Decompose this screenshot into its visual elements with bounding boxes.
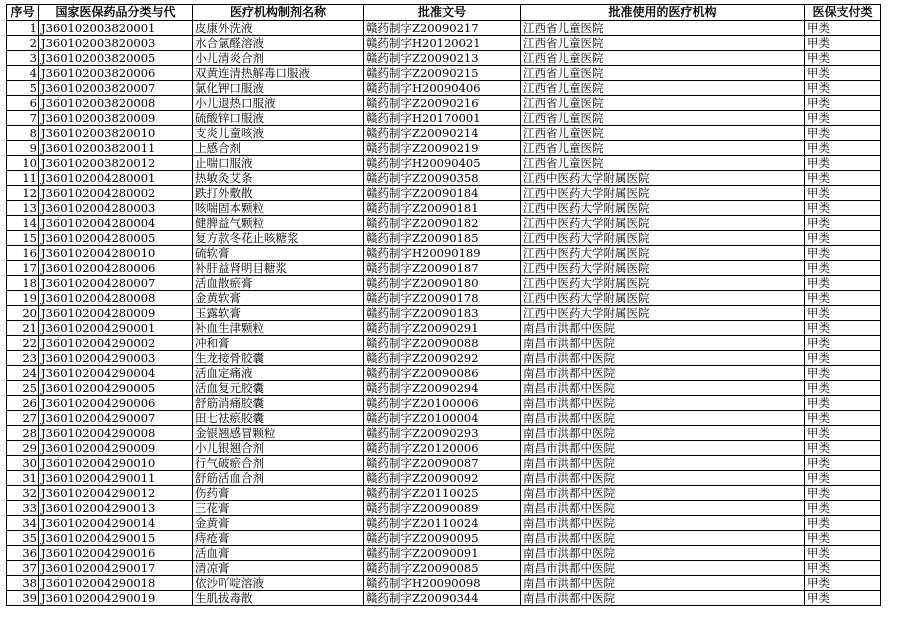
cell-serial-number: 29	[7, 441, 39, 456]
cell-payment-category: 甲类	[805, 156, 881, 171]
cell-preparation-name: 硫酸锌口服液	[193, 111, 364, 126]
cell-payment-category: 甲类	[805, 21, 881, 36]
table-row	[7, 516, 881, 531]
cell-classification-code: J360102004290002	[39, 336, 193, 351]
table-row	[7, 561, 881, 576]
table-row	[7, 441, 881, 456]
table-row	[7, 531, 881, 546]
cell-preparation-name: 止喘口服液	[193, 156, 364, 171]
cell-approved-institution: 江西中医药大学附属医院	[521, 246, 805, 261]
cell-serial-number: 18	[7, 276, 39, 291]
cell-serial-number: 33	[7, 501, 39, 516]
cell-classification-code: J360102004290014	[39, 516, 193, 531]
cell-approved-institution: 南昌市洪都中医院	[521, 516, 805, 531]
cell-serial-number: 14	[7, 216, 39, 231]
cell-serial-number: 11	[7, 171, 39, 186]
cell-serial-number: 36	[7, 546, 39, 561]
cell-preparation-name: 痔疮膏	[193, 531, 364, 546]
cell-classification-code: J360102003820005	[39, 51, 193, 66]
table-row	[7, 141, 881, 156]
cell-approval-number: 赣药制字Z20100004	[364, 411, 521, 426]
cell-payment-category: 甲类	[805, 366, 881, 381]
cell-approved-institution: 江西中医药大学附属医院	[521, 171, 805, 186]
cell-payment-category: 甲类	[805, 246, 881, 261]
cell-classification-code: J360102003820006	[39, 66, 193, 81]
cell-approval-number: 赣药制字Z20090182	[364, 216, 521, 231]
cell-classification-code: J360102004290015	[39, 531, 193, 546]
table-row	[7, 51, 881, 66]
cell-approval-number: 赣药制字Z20090219	[364, 141, 521, 156]
cell-payment-category: 甲类	[805, 81, 881, 96]
table-row	[7, 336, 881, 351]
cell-approval-number: 赣药制字Z20090293	[364, 426, 521, 441]
cell-payment-category: 甲类	[805, 261, 881, 276]
cell-approved-institution: 江西省儿童医院	[521, 96, 805, 111]
cell-payment-category: 甲类	[805, 216, 881, 231]
cell-approved-institution: 南昌市洪都中医院	[521, 501, 805, 516]
table-row	[7, 351, 881, 366]
cell-classification-code: J360102003820003	[39, 36, 193, 51]
cell-preparation-name: 补肝益肾明目糖浆	[193, 261, 364, 276]
table-row	[7, 276, 881, 291]
cell-payment-category: 甲类	[805, 276, 881, 291]
cell-approval-number: 赣药制字Z20090344	[364, 591, 521, 606]
cell-serial-number: 37	[7, 561, 39, 576]
cell-serial-number: 6	[7, 96, 39, 111]
table-row	[7, 501, 881, 516]
cell-classification-code: J360102004290004	[39, 366, 193, 381]
table-row	[7, 396, 881, 411]
cell-payment-category: 甲类	[805, 36, 881, 51]
cell-approved-institution: 江西中医药大学附属医院	[521, 291, 805, 306]
table-row	[7, 66, 881, 81]
cell-approval-number: 赣药制字Z20090092	[364, 471, 521, 486]
cell-payment-category: 甲类	[805, 351, 881, 366]
cell-preparation-name: 舒筋活血合剂	[193, 471, 364, 486]
cell-payment-category: 甲类	[805, 546, 881, 561]
header-preparation-name: 医疗机构制剂名称	[193, 5, 364, 21]
cell-approval-number: 赣药制字Z20090216	[364, 96, 521, 111]
cell-classification-code: J360102004290012	[39, 486, 193, 501]
table-row	[7, 546, 881, 561]
cell-serial-number: 26	[7, 396, 39, 411]
cell-approved-institution: 江西省儿童医院	[521, 51, 805, 66]
table-row	[7, 291, 881, 306]
cell-approval-number: 赣药制字Z20090185	[364, 231, 521, 246]
header-approval-number: 批准文号	[364, 5, 521, 21]
cell-approved-institution: 南昌市洪都中医院	[521, 576, 805, 591]
cell-approval-number: 赣药制字Z20090085	[364, 561, 521, 576]
cell-payment-category: 甲类	[805, 111, 881, 126]
cell-classification-code: J360102004290011	[39, 471, 193, 486]
cell-approval-number: 赣药制字Z20090291	[364, 321, 521, 336]
cell-preparation-name: 水合氯醛溶液	[193, 36, 364, 51]
cell-preparation-name: 小儿银翘合剂	[193, 441, 364, 456]
cell-payment-category: 甲类	[805, 516, 881, 531]
header-row	[7, 5, 881, 21]
cell-classification-code: J360102004280003	[39, 201, 193, 216]
table-row	[7, 111, 881, 126]
cell-preparation-name: 复方款冬花止咳糖浆	[193, 231, 364, 246]
cell-approval-number: 赣药制字Z20090091	[364, 546, 521, 561]
cell-approved-institution: 南昌市洪都中医院	[521, 471, 805, 486]
cell-payment-category: 甲类	[805, 411, 881, 426]
cell-approval-number: 赣药制字Z20090358	[364, 171, 521, 186]
table-row	[7, 81, 881, 96]
cell-serial-number: 16	[7, 246, 39, 261]
cell-preparation-name: 玉露软膏	[193, 306, 364, 321]
cell-approval-number: 赣药制字Z20090095	[364, 531, 521, 546]
cell-classification-code: J360102004290008	[39, 426, 193, 441]
cell-preparation-name: 热敏灸艾条	[193, 171, 364, 186]
table-row	[7, 126, 881, 141]
cell-approved-institution: 南昌市洪都中医院	[521, 411, 805, 426]
cell-preparation-name: 氯化钾口服液	[193, 81, 364, 96]
table-row	[7, 486, 881, 501]
cell-approved-institution: 江西省儿童医院	[521, 111, 805, 126]
cell-serial-number: 35	[7, 531, 39, 546]
table-row	[7, 36, 881, 51]
cell-classification-code: J360102004280008	[39, 291, 193, 306]
cell-payment-category: 甲类	[805, 336, 881, 351]
cell-payment-category: 甲类	[805, 126, 881, 141]
cell-preparation-name: 活血定痛液	[193, 366, 364, 381]
table-row	[7, 591, 881, 606]
cell-classification-code: J360102004290013	[39, 501, 193, 516]
cell-serial-number: 30	[7, 456, 39, 471]
cell-classification-code: J360102004290017	[39, 561, 193, 576]
cell-approved-institution: 南昌市洪都中医院	[521, 486, 805, 501]
cell-approved-institution: 南昌市洪都中医院	[521, 546, 805, 561]
cell-approved-institution: 江西中医药大学附属医院	[521, 276, 805, 291]
table-row	[7, 411, 881, 426]
cell-payment-category: 甲类	[805, 141, 881, 156]
cell-payment-category: 甲类	[805, 396, 881, 411]
table-row	[7, 246, 881, 261]
cell-classification-code: J360102003820008	[39, 96, 193, 111]
cell-preparation-name: 补血生津颗粒	[193, 321, 364, 336]
cell-approved-institution: 南昌市洪都中医院	[521, 396, 805, 411]
cell-serial-number: 27	[7, 411, 39, 426]
cell-classification-code: J360102004290018	[39, 576, 193, 591]
cell-approval-number: 赣药制字Z20090214	[364, 126, 521, 141]
cell-serial-number: 12	[7, 186, 39, 201]
cell-approved-institution: 江西中医药大学附属医院	[521, 306, 805, 321]
cell-preparation-name: 硫软膏	[193, 246, 364, 261]
cell-preparation-name: 皮康外洗液	[193, 21, 364, 36]
table-row	[7, 576, 881, 591]
cell-preparation-name: 生龙接骨胶囊	[193, 351, 364, 366]
cell-classification-code: J360102004280004	[39, 216, 193, 231]
cell-serial-number: 2	[7, 36, 39, 51]
cell-classification-code: J360102004290007	[39, 411, 193, 426]
cell-approved-institution: 江西中医药大学附属医院	[521, 231, 805, 246]
cell-approval-number: 赣药制字Z20090187	[364, 261, 521, 276]
table-row	[7, 96, 881, 111]
cell-preparation-name: 咳喘固本颗粒	[193, 201, 364, 216]
cell-approval-number: 赣药制字Z20090089	[364, 501, 521, 516]
cell-payment-category: 甲类	[805, 591, 881, 606]
table-row	[7, 366, 881, 381]
cell-payment-category: 甲类	[805, 321, 881, 336]
cell-serial-number: 8	[7, 126, 39, 141]
table-row	[7, 201, 881, 216]
cell-preparation-name: 支炎儿童咳液	[193, 126, 364, 141]
cell-preparation-name: 田七祛瘀胶囊	[193, 411, 364, 426]
cell-preparation-name: 活血散瘀膏	[193, 276, 364, 291]
cell-serial-number: 25	[7, 381, 39, 396]
cell-serial-number: 22	[7, 336, 39, 351]
cell-payment-category: 甲类	[805, 471, 881, 486]
cell-serial-number: 4	[7, 66, 39, 81]
cell-payment-category: 甲类	[805, 501, 881, 516]
cell-payment-category: 甲类	[805, 231, 881, 246]
cell-classification-code: J360102004280002	[39, 186, 193, 201]
cell-classification-code: J360102003820001	[39, 21, 193, 36]
cell-serial-number: 31	[7, 471, 39, 486]
cell-approved-institution: 江西省儿童医院	[521, 126, 805, 141]
cell-payment-category: 甲类	[805, 171, 881, 186]
cell-approval-number: 赣药制字Z20090178	[364, 291, 521, 306]
cell-payment-category: 甲类	[805, 441, 881, 456]
cell-approval-number: 赣药制字Z20090180	[364, 276, 521, 291]
cell-classification-code: J360102004290016	[39, 546, 193, 561]
cell-classification-code: J360102004290010	[39, 456, 193, 471]
cell-classification-code: J360102004290019	[39, 591, 193, 606]
cell-approval-number: 赣药制字Z20090213	[364, 51, 521, 66]
cell-serial-number: 39	[7, 591, 39, 606]
cell-approved-institution: 江西省儿童医院	[521, 156, 805, 171]
cell-approved-institution: 南昌市洪都中医院	[521, 591, 805, 606]
cell-serial-number: 15	[7, 231, 39, 246]
cell-payment-category: 甲类	[805, 486, 881, 501]
cell-approval-number: 赣药制字Z20090292	[364, 351, 521, 366]
cell-serial-number: 5	[7, 81, 39, 96]
cell-payment-category: 甲类	[805, 381, 881, 396]
cell-approved-institution: 南昌市洪都中医院	[521, 426, 805, 441]
cell-approval-number: 赣药制字Z20090183	[364, 306, 521, 321]
cell-approval-number: 赣药制字Z20110024	[364, 516, 521, 531]
cell-approved-institution: 江西省儿童医院	[521, 36, 805, 51]
header-classification-code: 国家医保药品分类与代	[39, 5, 193, 21]
cell-serial-number: 19	[7, 291, 39, 306]
table-row	[7, 171, 881, 186]
cell-payment-category: 甲类	[805, 291, 881, 306]
cell-preparation-name: 活血膏	[193, 546, 364, 561]
cell-classification-code: J360102004290005	[39, 381, 193, 396]
cell-payment-category: 甲类	[805, 531, 881, 546]
cell-approval-number: 赣药制字H20170001	[364, 111, 521, 126]
header-serial-number: 序号	[7, 5, 39, 21]
cell-preparation-name: 清凉膏	[193, 561, 364, 576]
cell-classification-code: J360102004280005	[39, 231, 193, 246]
table-row	[7, 426, 881, 441]
cell-classification-code: J360102003820012	[39, 156, 193, 171]
cell-classification-code: J360102004290003	[39, 351, 193, 366]
cell-serial-number: 21	[7, 321, 39, 336]
cell-approval-number: 赣药制字H20090405	[364, 156, 521, 171]
cell-serial-number: 10	[7, 156, 39, 171]
cell-preparation-name: 伤药膏	[193, 486, 364, 501]
cell-serial-number: 28	[7, 426, 39, 441]
cell-approval-number: 赣药制字Z20090294	[364, 381, 521, 396]
table-row	[7, 321, 881, 336]
cell-approval-number: 赣药制字H20090098	[364, 576, 521, 591]
cell-preparation-name: 生肌拔毒散	[193, 591, 364, 606]
cell-approval-number: 赣药制字H20090189	[364, 246, 521, 261]
cell-payment-category: 甲类	[805, 426, 881, 441]
cell-serial-number: 38	[7, 576, 39, 591]
cell-classification-code: J360102004280007	[39, 276, 193, 291]
cell-preparation-name: 金黄膏	[193, 516, 364, 531]
cell-approval-number: 赣药制字H20090406	[364, 81, 521, 96]
cell-preparation-name: 跌打外敷散	[193, 186, 364, 201]
cell-preparation-name: 小儿退热口服液	[193, 96, 364, 111]
cell-approved-institution: 江西中医药大学附属医院	[521, 201, 805, 216]
cell-classification-code: J360102004280006	[39, 261, 193, 276]
cell-payment-category: 甲类	[805, 576, 881, 591]
table-row	[7, 186, 881, 201]
cell-approval-number: 赣药制字Z20090217	[364, 21, 521, 36]
cell-preparation-name: 活血复元胶囊	[193, 381, 364, 396]
cell-approved-institution: 南昌市洪都中医院	[521, 531, 805, 546]
cell-classification-code: J360102004290001	[39, 321, 193, 336]
cell-classification-code: J360102004280010	[39, 246, 193, 261]
cell-serial-number: 13	[7, 201, 39, 216]
table-row	[7, 306, 881, 321]
cell-approval-number: 赣药制字Z20090087	[364, 456, 521, 471]
cell-preparation-name: 小儿清炎合剂	[193, 51, 364, 66]
cell-approved-institution: 南昌市洪都中医院	[521, 321, 805, 336]
table-row	[7, 156, 881, 171]
cell-preparation-name: 舒筋消痛胶囊	[193, 396, 364, 411]
cell-approved-institution: 江西省儿童医院	[521, 66, 805, 81]
cell-serial-number: 20	[7, 306, 39, 321]
cell-approval-number: 赣药制字Z20110025	[364, 486, 521, 501]
cell-payment-category: 甲类	[805, 561, 881, 576]
cell-approved-institution: 南昌市洪都中医院	[521, 381, 805, 396]
cell-approved-institution: 南昌市洪都中医院	[521, 336, 805, 351]
cell-payment-category: 甲类	[805, 96, 881, 111]
cell-classification-code: J360102004290006	[39, 396, 193, 411]
cell-serial-number: 24	[7, 366, 39, 381]
cell-approved-institution: 南昌市洪都中医院	[521, 456, 805, 471]
cell-preparation-name: 三花膏	[193, 501, 364, 516]
cell-classification-code: J360102003820007	[39, 81, 193, 96]
drug-table	[6, 4, 881, 606]
cell-approved-institution: 南昌市洪都中医院	[521, 366, 805, 381]
cell-approved-institution: 江西中医药大学附属医院	[521, 186, 805, 201]
cell-approved-institution: 南昌市洪都中医院	[521, 441, 805, 456]
cell-approved-institution: 江西省儿童医院	[521, 81, 805, 96]
cell-payment-category: 甲类	[805, 66, 881, 81]
cell-classification-code: J360102004280009	[39, 306, 193, 321]
cell-serial-number: 7	[7, 111, 39, 126]
cell-approved-institution: 南昌市洪都中医院	[521, 561, 805, 576]
cell-serial-number: 17	[7, 261, 39, 276]
cell-payment-category: 甲类	[805, 186, 881, 201]
cell-payment-category: 甲类	[805, 51, 881, 66]
cell-approval-number: 赣药制字Z20090088	[364, 336, 521, 351]
cell-preparation-name: 健脾益气颗粒	[193, 216, 364, 231]
cell-approval-number: 赣药制字Z20090184	[364, 186, 521, 201]
table-row	[7, 21, 881, 36]
cell-payment-category: 甲类	[805, 306, 881, 321]
cell-approved-institution: 江西中医药大学附属医院	[521, 216, 805, 231]
cell-serial-number: 32	[7, 486, 39, 501]
cell-classification-code: J360102004290009	[39, 441, 193, 456]
table-row	[7, 261, 881, 276]
cell-preparation-name: 行气破瘀合剂	[193, 456, 364, 471]
table-row	[7, 381, 881, 396]
cell-preparation-name: 金黄软膏	[193, 291, 364, 306]
cell-preparation-name: 依沙吖啶溶液	[193, 576, 364, 591]
cell-preparation-name: 冲和膏	[193, 336, 364, 351]
cell-approved-institution: 江西省儿童医院	[521, 21, 805, 36]
cell-classification-code: J360102003820009	[39, 111, 193, 126]
cell-payment-category: 甲类	[805, 456, 881, 471]
cell-serial-number: 3	[7, 51, 39, 66]
cell-approved-institution: 江西省儿童医院	[521, 141, 805, 156]
cell-classification-code: J360102003820010	[39, 126, 193, 141]
cell-preparation-name: 双黄连清热解毒口服液	[193, 66, 364, 81]
cell-serial-number: 9	[7, 141, 39, 156]
cell-approval-number: 赣药制字Z20090086	[364, 366, 521, 381]
cell-approval-number: 赣药制字Z20100006	[364, 396, 521, 411]
cell-approval-number: 赣药制字H20120021	[364, 36, 521, 51]
cell-approved-institution: 江西中医药大学附属医院	[521, 261, 805, 276]
cell-approval-number: 赣药制字Z20090181	[364, 201, 521, 216]
table-row	[7, 231, 881, 246]
cell-preparation-name: 金银翘感冒颗粒	[193, 426, 364, 441]
table-row	[7, 471, 881, 486]
table-row	[7, 456, 881, 471]
cell-approval-number: 赣药制字Z20120006	[364, 441, 521, 456]
header-payment-category: 医保支付类	[805, 5, 881, 21]
cell-preparation-name: 上感合剂	[193, 141, 364, 156]
cell-payment-category: 甲类	[805, 201, 881, 216]
cell-serial-number: 23	[7, 351, 39, 366]
table-row	[7, 216, 881, 231]
cell-classification-code: J360102003820011	[39, 141, 193, 156]
header-approved-institution: 批准使用的医疗机构	[521, 5, 805, 21]
cell-serial-number: 1	[7, 21, 39, 36]
cell-serial-number: 34	[7, 516, 39, 531]
cell-approval-number: 赣药制字Z20090215	[364, 66, 521, 81]
cell-approved-institution: 南昌市洪都中医院	[521, 351, 805, 366]
cell-classification-code: J360102004280001	[39, 171, 193, 186]
